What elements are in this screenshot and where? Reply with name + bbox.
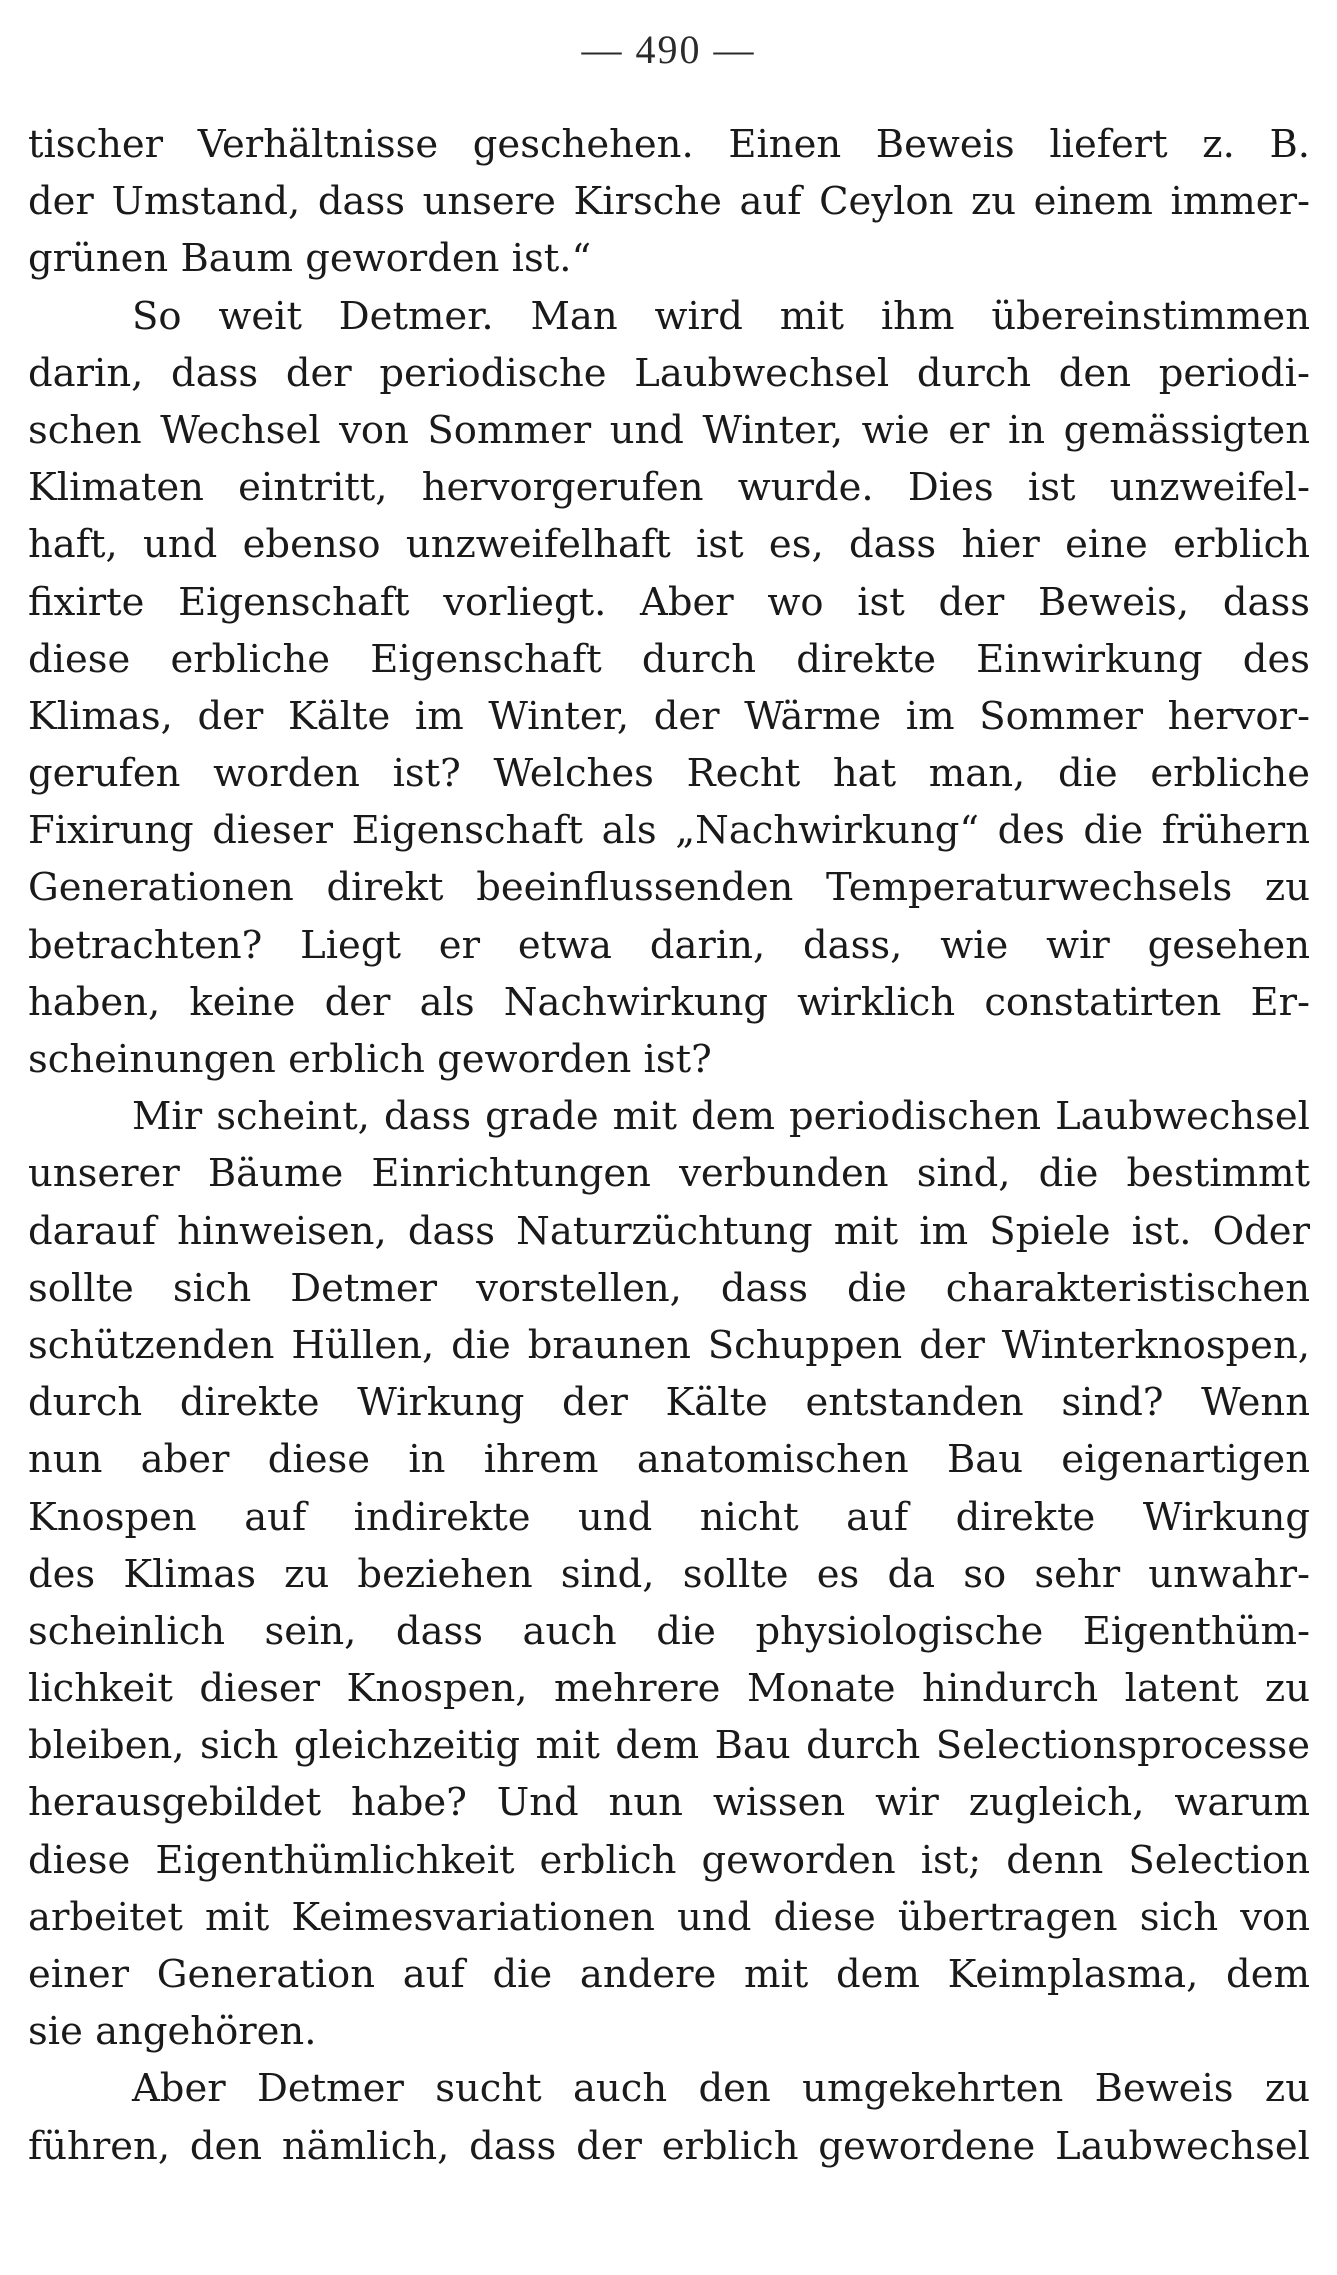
text-line: sollte sich Detmer vorstellen, dass die charakteristischen — [28, 1265, 1310, 1311]
text-line: einer Generation auf die andere mit dem Keimplasma, dem — [28, 1952, 1310, 1997]
text-line: gerufen worden ist? Welches Recht hat man, die erbliche — [28, 751, 1310, 797]
text-line: führen, den nämlich, dass der erblich gewordene Laubwechsel — [28, 2123, 1310, 2169]
text-line: Aber Detmer sucht auch den umgekehrten Beweis zu — [132, 2066, 1310, 2112]
body-text — [28, 116, 1310, 2175]
text-line: betrachten? Liegt er etwa darin, dass, wie wir gesehen — [28, 922, 1310, 968]
text-line: tischer Verhältnisse geschehen. Einen Beweis liefert z. B. — [28, 122, 1310, 167]
text-line: schützenden Hüllen, die braunen Schuppen der Winterknospen, — [28, 1322, 1310, 1368]
text-line: der Umstand, dass unsere Kirsche auf Ceylon zu einem immer- — [28, 179, 1310, 225]
text-line: durch direkte Wirkung der Kälte entstanden sind? Wenn — [28, 1380, 1310, 1426]
text-line: Generationen direkt beeinflussenden Temperaturwechsels zu — [28, 865, 1310, 911]
text-line: des Klimas zu beziehen sind, sollte es da so sehr unwahr- — [28, 1551, 1310, 1597]
text-line: scheinungen erblich geworden ist? — [28, 1037, 712, 1082]
text-line: haben, keine der als Nachwirkung wirklich constatirten Er- — [28, 979, 1310, 1025]
text-line: fixirte Eigenschaft vorliegt. Aber wo ist der Beweis, dass — [28, 579, 1310, 625]
text-line: schen Wechsel von Sommer und Winter, wie er in gemässigten — [28, 407, 1310, 453]
text-line: scheinlich sein, dass auch die physiologische Eigenthüm- — [28, 1608, 1310, 1654]
text-line: grünen Baum geworden ist.“ — [28, 236, 592, 282]
text-line: diese Eigenthümlichkeit erblich geworden ist; denn Selection — [28, 1837, 1310, 1883]
text-line: darauf hinweisen, dass Naturzüchtung mit im Spiele ist. Oder — [28, 1208, 1310, 1254]
text-line: Klimaten eintritt, hervorgerufen wurde. Dies ist unzweifel- — [28, 465, 1310, 511]
text-line: Klimas, der Kälte im Winter, der Wärme im Sommer hervor- — [28, 693, 1310, 739]
text-line: bleiben, sich gleichzeitig mit dem Bau durch Selectionsprocesse — [28, 1723, 1310, 1769]
text-line: nun aber diese in ihrem anatomischen Bau eigenartigen — [28, 1437, 1310, 1483]
text-line: arbeitet mit Keimesvariationen und diese übertragen sich von — [28, 1894, 1310, 1940]
text-line: sie angehören. — [28, 2009, 317, 2055]
text-line: Knospen auf indirekte und nicht auf direkte Wirkung — [28, 1494, 1310, 1540]
text-line: So weit Detmer. Man wird mit ihm übereinstimmen — [132, 293, 1310, 339]
page-number: — 490 — — [581, 27, 756, 72]
text-line: Mir scheint, dass grade mit dem periodischen Laubwechsel — [132, 1094, 1310, 1140]
text-line: unserer Bäume Einrichtungen verbunden sind, die bestimmt — [28, 1151, 1310, 1197]
text-line: Fixirung dieser Eigenschaft als „Nachwirkung“ des die frühern — [28, 808, 1310, 854]
text-line: diese erbliche Eigenschaft durch direkte Einwirkung des — [28, 636, 1310, 682]
text-line: herausgebildet habe? Und nun wissen wir zugleich, warum — [28, 1780, 1310, 1826]
text-line: darin, dass der periodische Laubwechsel durch den periodi- — [28, 350, 1310, 396]
text-line: lichkeit dieser Knospen, mehrere Monate hindurch latent zu — [28, 1666, 1310, 1712]
text-line: haft, und ebenso unzweifelhaft ist es, dass hier eine erblich — [28, 522, 1310, 568]
